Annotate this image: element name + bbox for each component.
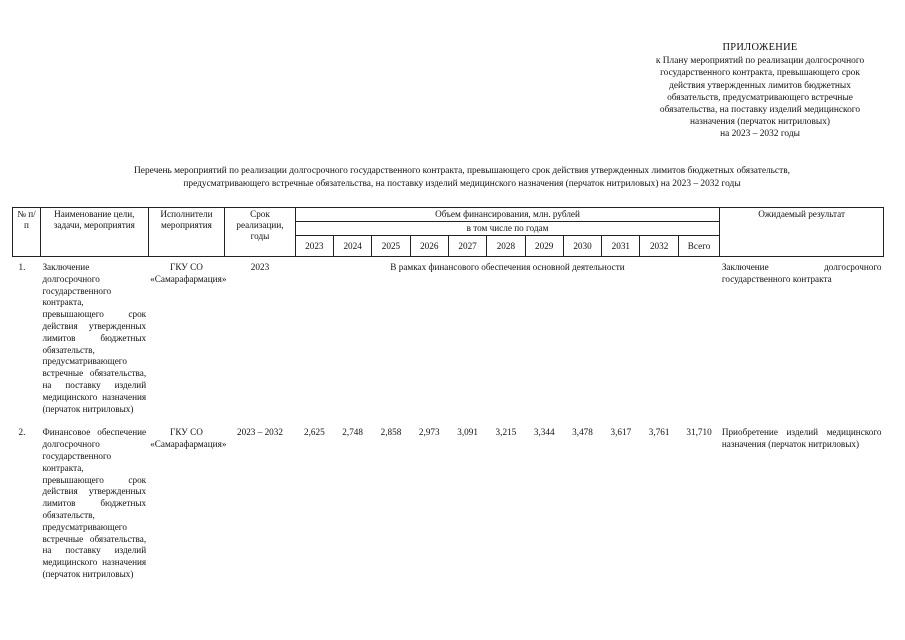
row-amount: 3,478 — [572, 427, 593, 438]
header-by-years: в том числе по годам — [295, 222, 720, 236]
appendix-line: обязательства, на поставку изделий медицинского — [659, 105, 861, 116]
header-result: Ожидаемый результат — [720, 208, 884, 257]
header-year: 2028 — [487, 236, 525, 257]
header-funding: Объем финансирования, млн. рублей — [295, 208, 720, 222]
row-result: Заключение долгосрочного государственного контракта — [721, 262, 882, 284]
appendix-line: государственного контракта, превышающего срок — [660, 68, 860, 79]
row-amount-total: 31,710 — [686, 427, 712, 438]
row-funding-note: В рамках финансового обеспечения основной деятельности — [390, 262, 625, 272]
table-row — [13, 427, 884, 580]
appendix-line: на 2023 – 2032 годы — [720, 129, 800, 140]
title-line-1: Перечень мероприятий по реализации долгосрочного государственного контракта, превышающего срок действия утвержденных лимитов бюджетных обязательств, — [134, 166, 790, 176]
header-year: 2023 — [295, 236, 333, 257]
appendix-line: действия утвержденных лимитов бюджетных — [669, 80, 851, 91]
document-title — [62, 165, 862, 191]
appendix-heading: ПРИЛОЖЕНИЕ — [722, 42, 798, 53]
header-year: 2031 — [602, 236, 640, 257]
header-total: Всего — [678, 236, 720, 257]
header-name: Наименование цели, задачи, мероприятия — [40, 208, 148, 257]
header-year: 2026 — [410, 236, 448, 257]
title-line-2: предусматривающего встречные обязательства, на поставку изделий медицинского назначения (перчаток нитриловых) на 2023 – 2032 годы — [183, 179, 741, 189]
row-executor: ГКУ СО «Самарафармация» — [150, 262, 227, 284]
row-amount: 2,625 — [303, 427, 325, 438]
row-name: Заключение долгосрочного государственного контракта, превышающего срок действия утвержденных лимитов бюджетных обязательств, предусматривающего встречные обязательства, на поставку изделий медицинского назначения (перчаток нитриловых) — [42, 262, 147, 414]
header-year: 2032 — [640, 236, 678, 257]
row-executor: ГКУ СО «Самарафармация» — [150, 427, 227, 450]
header-year: 2025 — [372, 236, 410, 257]
header-year: 2027 — [448, 236, 486, 257]
row-result: Приобретение изделий медицинского назначения (перчаток нитриловых) — [721, 427, 882, 450]
row-num: 2. — [18, 427, 26, 438]
appendix-line: обязательств, предусматривающего встречные — [667, 92, 853, 103]
header-num: № п/п — [13, 208, 41, 257]
appendix-line: назначения (перчаток нитриловых) — [689, 117, 831, 128]
row-amount: 3,344 — [533, 427, 555, 438]
header-term: Срок реализации, годы — [225, 208, 295, 257]
header-year: 2024 — [333, 236, 371, 257]
row-term: 2023 – 2032 — [237, 427, 283, 438]
measures-table — [12, 207, 884, 581]
row-amount: 3,215 — [495, 427, 517, 438]
row-amount: 2,858 — [380, 427, 402, 438]
row-name: Финансовое обеспечение долгосрочного государственного контракта, превышающего срок действия утвержденных лимитов бюджетных обязательств, предусматривающего встречные обязательства, на поставку изделий медицинского назначения (перчаток нитриловых) — [42, 427, 147, 579]
appendix-header — [600, 42, 905, 141]
row-amount: 3,761 — [648, 427, 670, 438]
table-row — [13, 262, 884, 415]
appendix-line: к Плану мероприятий по реализации долгосрочного — [655, 56, 865, 67]
row-amount: 2,748 — [342, 427, 363, 438]
row-term: 2023 — [250, 262, 270, 272]
header-executors: Исполнители мероприятия — [148, 208, 225, 257]
row-amount: 2,973 — [418, 427, 440, 438]
row-num: 1. — [18, 262, 26, 272]
row-amount: 3,617 — [610, 427, 632, 438]
header-year: 2029 — [525, 236, 563, 257]
row-amount: 3,091 — [457, 427, 478, 438]
header-year: 2030 — [563, 236, 601, 257]
